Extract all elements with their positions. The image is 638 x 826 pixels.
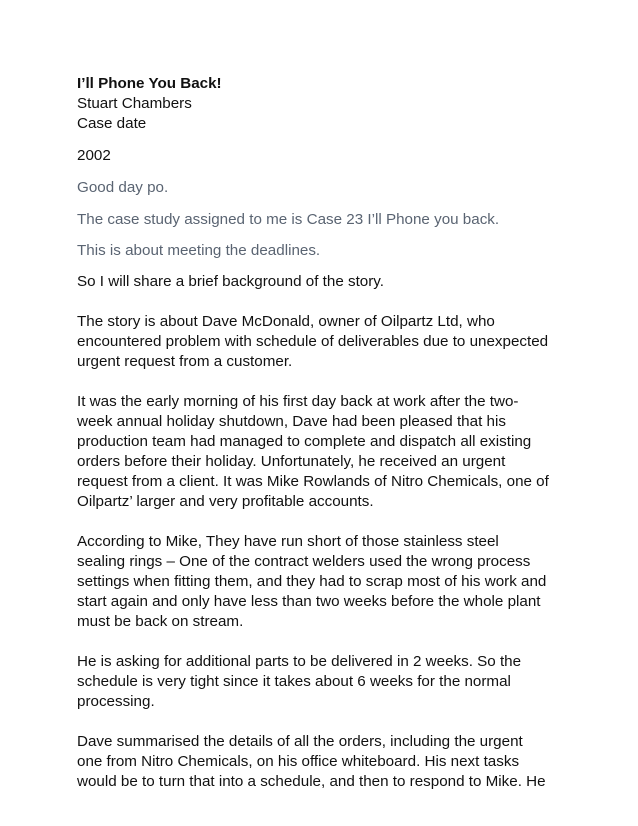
paragraph-line: week annual holiday shutdown, Dave had been pleased that his	[77, 413, 506, 430]
paragraph-line: encountered problem with schedule of deliverables due to unexpected	[77, 333, 549, 350]
assignment-line: The case study assigned to me is Case 23 I’ll Phone you back.	[77, 211, 500, 228]
document-page	[77, 74, 597, 792]
mike-paragraph	[77, 532, 597, 632]
story-paragraph	[77, 312, 597, 372]
paragraph-line: schedule is very tight since it takes about 6 weeks for the normal	[77, 673, 511, 690]
paragraph-line: He is asking for additional parts to be delivered in 2 weeks. So the	[77, 653, 522, 670]
paragraph-line: production team had managed to complete and dispatch all existing	[77, 433, 532, 450]
paragraph-line: request from a client. It was Mike Rowlands of Nitro Chemicals, one of	[77, 473, 549, 490]
paragraph-line: According to Mike, They have run short of those stainless steel	[77, 533, 499, 550]
paragraph-line: orders before their holiday. Unfortunately, he received an urgent	[77, 453, 506, 470]
paragraph-line: would be to turn that into a schedule, and then to respond to Mike. He	[77, 773, 546, 790]
paragraph-line: processing.	[77, 693, 155, 710]
schedule-paragraph	[77, 652, 597, 712]
paragraph-line: urgent request from a customer.	[77, 353, 293, 370]
whiteboard-paragraph	[77, 732, 597, 792]
paragraph-line: Oilpartz’ larger and very profitable accounts.	[77, 493, 374, 510]
paragraph-line: settings when fitting them, and they had to scrap most of his work and	[77, 573, 547, 590]
document-title: I’ll Phone You Back!	[77, 75, 222, 92]
holiday-paragraph	[77, 392, 597, 512]
paragraph-line: sealing rings – One of the contract welders used the wrong process	[77, 553, 531, 570]
paragraph-line: start again and only have less than two weeks before the whole plant	[77, 593, 541, 610]
paragraph-line: The story is about Dave McDonald, owner of Oilpartz Ltd, who	[77, 313, 495, 330]
greeting-line: Good day po.	[77, 179, 169, 196]
case-date-label: Case date	[77, 115, 147, 132]
paragraph-line: one from Nitro Chemicals, on his office whiteboard. His next tasks	[77, 753, 520, 770]
paragraph-line: It was the early morning of his first day back at work after the two-	[77, 393, 519, 410]
paragraph-line: Dave summarised the details of all the orders, including the urgent	[77, 733, 523, 750]
share-line: So I will share a brief background of the story.	[77, 273, 384, 290]
author-name: Stuart Chambers	[77, 95, 192, 112]
paragraph-line: must be back on stream.	[77, 613, 244, 630]
topic-line: This is about meeting the deadlines.	[77, 242, 321, 259]
case-year: 2002	[77, 147, 111, 164]
